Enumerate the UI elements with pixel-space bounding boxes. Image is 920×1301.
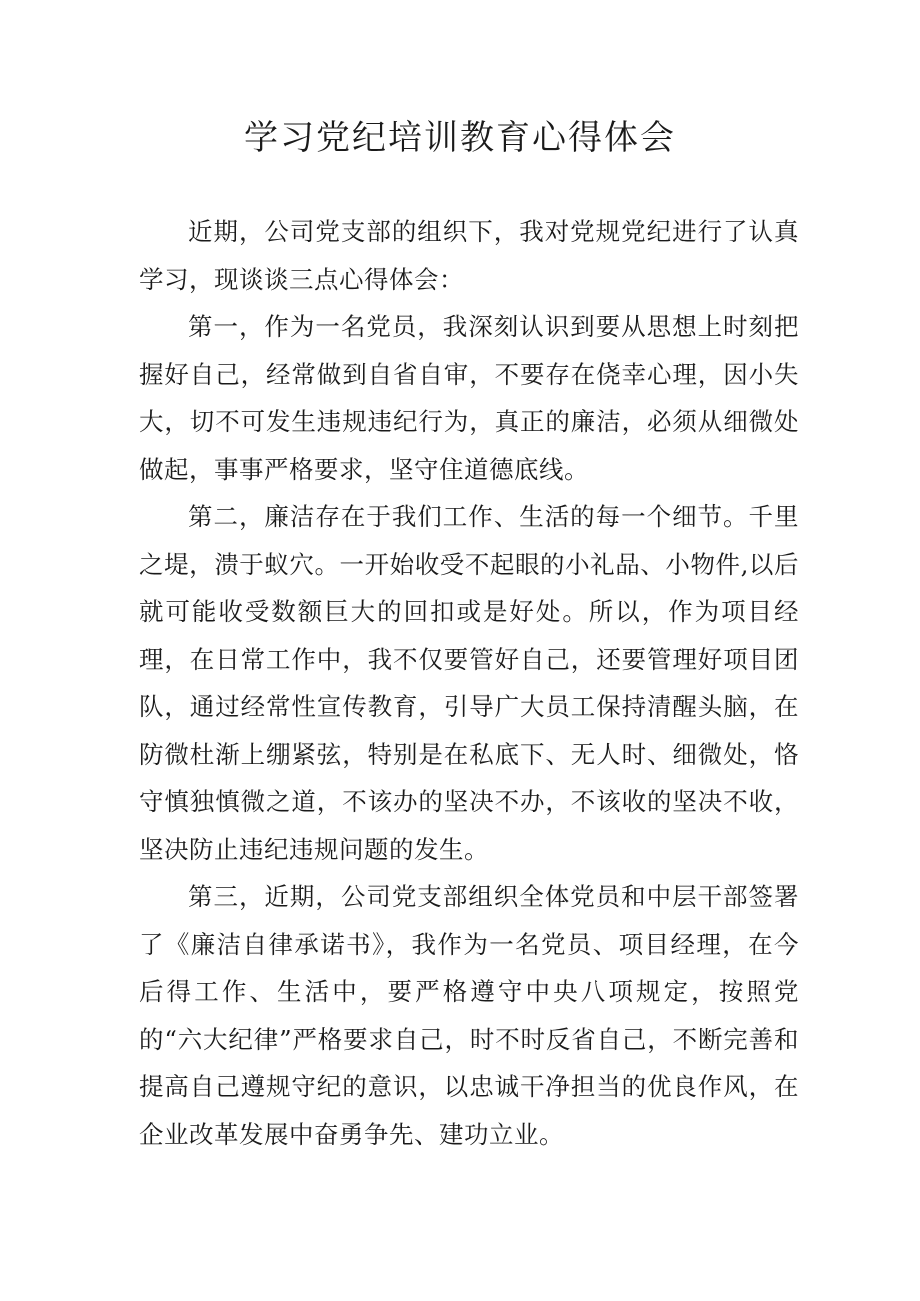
paragraph-third-point: 第三，近期，公司党支部组织全体党员和中层干部签署了《廉洁自律承诺书》，我作为一名党员、项目经理，在今后得工作、生活中，要严格遵守中央八项规定，按照党的“六大纪律”严格要求自己，时不时反省自己，不断完善和提高自己遵规守纪的意识，以忠诚干净担当的优良作风，在企业改革发展中奋勇争先、建功立业。 — [139, 882, 799, 1149]
paragraph-first-point: 第一，作为一名党员，我深刻认识到要从思想上时刻把握好自己，经常做到自省自审，不要存在侥幸心理，因小失大，切不可发生违规违纪行为，真正的廉洁，必须从细微处做起，事事严格要求，坚守住道德底线。 — [139, 312, 799, 484]
document-title: 学习党纪培训教育心得体会 — [244, 118, 676, 158]
paragraph-second-point: 第二，廉洁存在于我们工作、生活的每一个细节。千里之堤，溃于蚁穴。一开始收受不起眼的小礼品、小物件,以后就可能收受数额巨大的回扣或是好处。所以，作为项目经理，在日常工作中，我不仅要管好自己，还要管理好项目团队，通过经常性宣传教育，引导广大员工保持清醒头脑，在防微杜渐上绷紧弦，特别是在私底下、无人时、细微处，恪守慎独慎微之道，不该办的坚决不办，不该收的坚决不收，坚决防止违纪违规问题的发生。 — [139, 502, 799, 864]
document-body — [139, 208, 799, 1158]
paragraph-intro: 近期，公司党支部的组织下，我对党规党纪进行了认真学习，现谈谈三点心得体会： — [139, 217, 799, 294]
